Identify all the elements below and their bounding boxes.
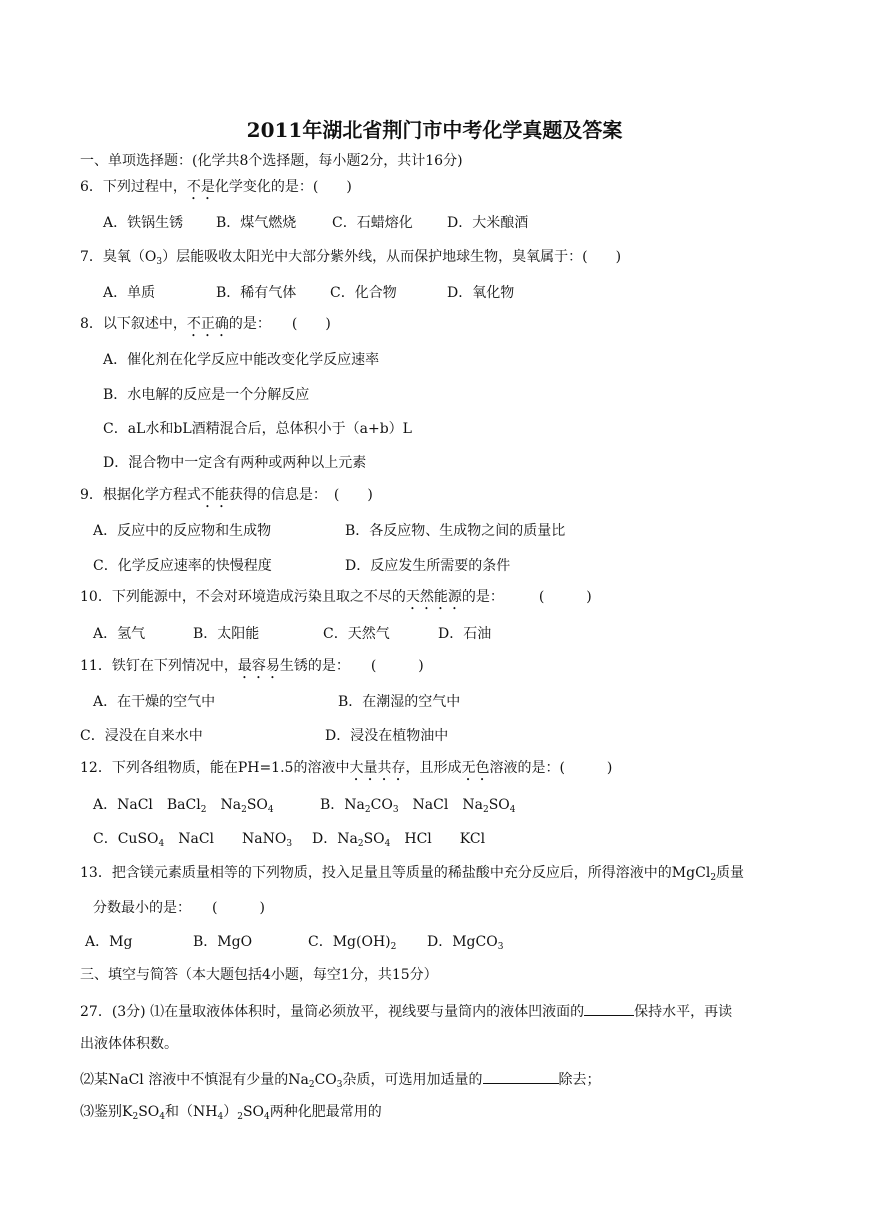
q13-option-d: D．MgCO$_3$ [427, 934, 504, 952]
question-13-line2: 分数最小的是： ( ) [93, 900, 265, 916]
question-27-line4: ⑶鉴别$K_2SO_4$和$(NH_4)_2SO_4$两种化肥最常用的 [80, 1104, 382, 1122]
q6-option-b: B．煤气燃烧 [216, 215, 297, 231]
q11-option-d: D．浸没在植物油中 [325, 728, 449, 744]
question-13: 13．把含镁元素质量相等的下列物质，投入足量且等质量的稀盐酸中充分反应后，所得溶液中的MgCl$_2$质量 [80, 865, 745, 883]
q12-option-a: A．NaCl BaCl$_2$ $Na_2SO_4$ [93, 797, 274, 815]
section-heading-3: 三、填空与简答（本大题包括4小题，每空1分，共15分） [80, 967, 438, 983]
q6-option-c: C．石蜡熔化 [332, 215, 413, 231]
question-27-line1: 27．(3分) ⑴在量取液体体积时，量筒必须放平，视线要与量筒内的液体凹液面的 保持水平，再读 [80, 1001, 732, 1021]
q11-option-a: A．在干燥的空气中 [93, 694, 216, 710]
q8-option-a: A．催化剂在化学反应中能改变化学反应速率 [103, 352, 380, 368]
question-11: 11．铁钉在下列情况中，最容易生锈的是： ( ) [80, 658, 424, 674]
q10-option-b: B．太阳能 [193, 626, 260, 642]
q12-option-d: D．$Na_2SO_4$ HCl KCl [312, 831, 486, 849]
q10-option-a: A．氢气 [93, 626, 146, 642]
q8-option-d: D．混合物中一定含有两种或两种以上元素 [103, 455, 367, 471]
q11-option-c: C．浸没在自来水中 [80, 728, 203, 744]
q12-option-c: C．CuSO$_4$ NaCl NaNO$_3$ [93, 831, 293, 849]
q7-option-b: B．稀有气体 [216, 285, 297, 301]
q6-option-d: D．大米酿酒 [447, 215, 529, 231]
q9-option-b: B．各反应物、生成物之间的质量比 [345, 523, 566, 539]
q7-option-d: D．氧化物 [447, 285, 515, 301]
q8-option-c: C．aL水和bL酒精混合后，总体积小于（a+b）L [103, 421, 412, 437]
question-7: 7．臭氧$(O_3)$层能吸收太阳光中大部分紫外线，从而保护地球生物，臭氧属于：( ) [80, 249, 622, 267]
q6-option-a: A．铁锅生锈 [103, 215, 184, 231]
question-27-line3: ⑵某NaCl 溶液中不慎混有少量的$Na_2CO_3$杂质，可选用加适量的 除去； [80, 1069, 601, 1089]
q9-option-d: D．反应发生所需要的条件 [345, 558, 511, 574]
page-title: 2011年湖北省荆门市中考化学真题及答案 [246, 118, 623, 142]
question-12: 12．下列各组物质，能在PH=1.5的溶液中大量共存，且形成无色溶液的是：( ) [80, 760, 613, 776]
answer-blank-1 [584, 1001, 634, 1016]
question-8: 8．以下叙述中，不正确的是： ( ) [80, 316, 331, 332]
answer-blank-2 [483, 1069, 559, 1084]
q12-option-b: B．$Na_2CO_3$ NaCl $Na_2SO_4$ [320, 797, 516, 815]
question-6: 6．下列过程中，不是化学变化的是：( ) [80, 179, 352, 195]
question-10: 10．下列能源中，不会对环境造成污染且取之不尽的天然能源的是： ( ) [80, 589, 592, 605]
q13-option-c: C．$Mg(OH)_2$ [308, 934, 397, 952]
question-27-line2: 出液体体积数。 [80, 1036, 178, 1052]
q13-option-a: A．Mg [85, 934, 133, 950]
q9-option-a: A．反应中的反应物和生成物 [93, 523, 272, 539]
section-heading-1: 一、单项选择题：(化学共8个选择题，每小题2分，共计16分) [80, 153, 463, 169]
question-9: 9．根据化学方程式不能获得的信息是： ( ) [80, 487, 373, 503]
q7-option-a: A．单质 [103, 285, 156, 301]
q10-option-c: C．天然气 [323, 626, 390, 642]
q9-option-c: C．化学反应速率的快慢程度 [93, 558, 272, 574]
q8-option-b: B．水电解的反应是一个分解反应 [103, 387, 310, 403]
q11-option-b: B．在潮湿的空气中 [338, 694, 461, 710]
q13-option-b: B．MgO [193, 934, 253, 950]
q7-option-c: C．化合物 [330, 285, 397, 301]
q10-option-d: D．石油 [438, 626, 492, 642]
